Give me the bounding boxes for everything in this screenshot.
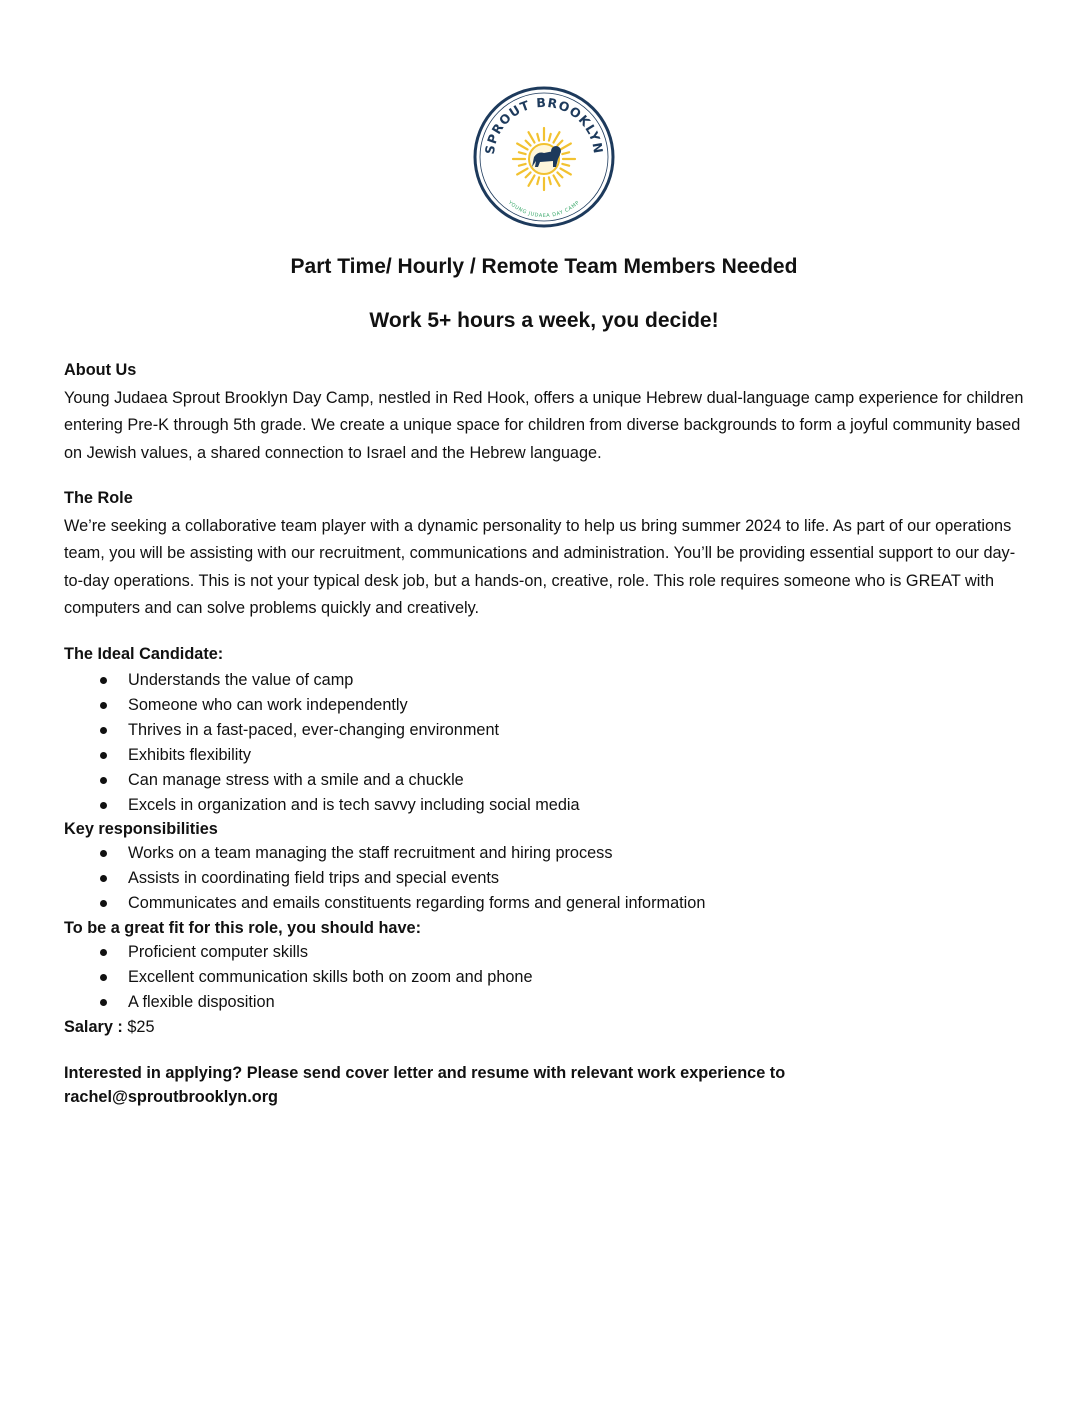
responsibilities-list: [64, 841, 1034, 916]
list-item: Thrives in a fast-paced, ever-changing environment: [64, 718, 1034, 743]
job-posting-body: [64, 357, 1034, 1109]
list-item: Someone who can work independently: [64, 693, 1034, 718]
list-item: A flexible disposition: [64, 990, 1034, 1015]
svg-text:SPROUT BROOKLYN: SPROUT BROOKLYN: [481, 94, 607, 156]
sprout-brooklyn-logo: [472, 85, 616, 229]
salary-line: [64, 1015, 1034, 1039]
salary-label: Salary :: [64, 1018, 123, 1036]
bullet-icon: [100, 999, 107, 1006]
about-body: Young Judaea Sprout Brooklyn Day Camp, nestled in Red Hook, offers a unique Hebrew dual-language camp experience for children entering Pre-K through 5th grade. We create a unique space for children from diverse backgrounds to form a joyful community based on Jewish values, a shared connection to Israel and the Hebrew language.: [64, 388, 1024, 462]
bullet-icon: [100, 850, 107, 857]
svg-text:YOUNG JUDAEA DAY CAMP: YOUNG JUDAEA DAY CAMP: [506, 199, 582, 220]
bullet-icon: [100, 752, 107, 759]
list-item: Exhibits flexibility: [64, 743, 1034, 768]
bullet-icon: [100, 875, 107, 882]
list-item: Works on a team managing the staff recruitment and hiring process: [64, 841, 1034, 866]
role-heading: The Role: [64, 489, 133, 507]
list-item: Excellent communication skills both on zoom and phone: [64, 965, 1034, 990]
page-subtitle: Work 5+ hours a week, you decide!: [369, 309, 719, 332]
fit-heading: To be a great fit for this role, you should have:: [64, 919, 422, 937]
list-item: Proficient computer skills: [64, 940, 1034, 965]
apply-email[interactable]: rachel@sproutbrooklyn.org: [64, 1088, 278, 1106]
ideal-candidate-heading: The Ideal Candidate:: [64, 644, 224, 663]
list-item: Communicates and emails constituents regarding forms and general information: [64, 891, 1034, 916]
apply-instructions: Interested in applying? Please send cover letter and resume with relevant work experience to: [64, 1064, 786, 1082]
bullet-icon: [100, 802, 107, 809]
about-heading: About Us: [64, 361, 137, 379]
role-body: We’re seeking a collaborative team player with a dynamic personality to help us bring summer 2024 to life. As part of our operations team, you will be assisting with our recruitment, communications and administration. You’ll be providing essential support to our day-to-day operations. This is not your typical desk job, but a hands-on, creative, role. This role requires someone who is GREAT with computers and can solve problems quickly and creatively.: [64, 516, 1016, 617]
list-item: Assists in coordinating field trips and special events: [64, 866, 1034, 891]
bullet-icon: [100, 777, 107, 784]
list-item: Excels in organization and is tech savvy including social media: [64, 793, 1034, 818]
bullet-icon: [100, 900, 107, 907]
responsibilities-heading: Key responsibilities: [64, 820, 218, 838]
salary-value: $25: [127, 1018, 155, 1036]
page-title: Part Time/ Hourly / Remote Team Members Needed: [290, 255, 798, 278]
bullet-icon: [100, 949, 107, 956]
bullet-icon: [100, 702, 107, 709]
bullet-icon: [100, 677, 107, 684]
list-item: Understands the value of camp: [64, 668, 1034, 693]
fit-list: [64, 940, 1034, 1015]
bullet-icon: [100, 974, 107, 981]
list-item: Can manage stress with a smile and a chuckle: [64, 768, 1034, 793]
bullet-icon: [100, 727, 107, 734]
ideal-candidate-list: [64, 668, 1034, 818]
